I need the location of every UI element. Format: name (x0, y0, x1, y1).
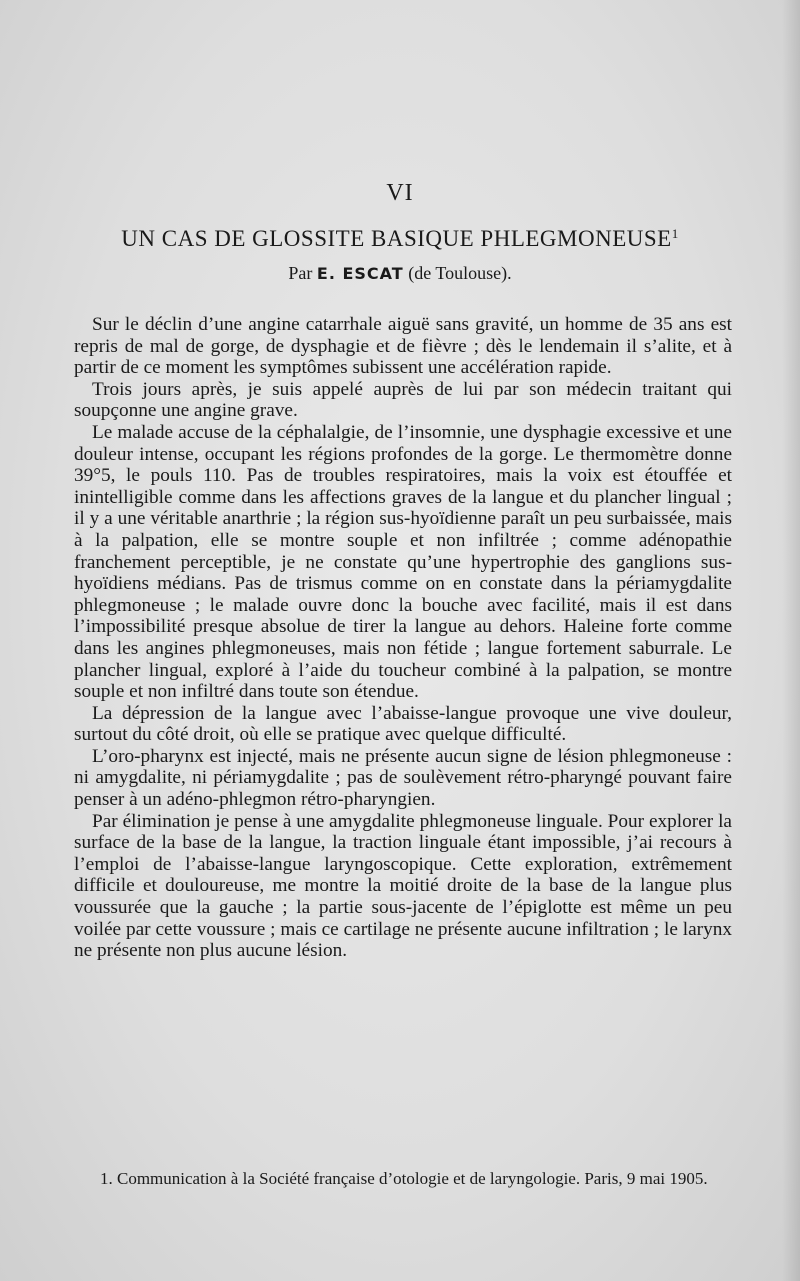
section-number: VI (386, 180, 414, 206)
paragraph: Sur le déclin d’une angine catarrhale aiguë sans gravité, un homme de 35 ans est repris de mal de gorge, de dysphagie et de fièvre ; dès le lendemain il s’alite, et à partir de ce moment les symptômes subissent une accélération rapide. (74, 314, 732, 379)
article-title (0, 226, 800, 252)
footnote-text: 1. Communication à la Société française d’otologie et de laryngologie. Paris, 9 mai 1905. (100, 1169, 708, 1188)
footnote (78, 1169, 738, 1189)
byline-prefix: Par (288, 263, 313, 283)
paragraph: L’oro-pharynx est injecté, mais ne présente aucun signe de lésion phlegmoneuse : ni amygdalite, ni périamygdalite ; pas de soulèvement rétro-pharyngé pouvant faire penser à un adéno-phlegmon rétro-pharyngien. (74, 745, 732, 811)
paragraph: Trois jours après, je suis appelé auprès de lui par son médecin traitant qui soupçonne une angine grave. (74, 378, 732, 422)
paragraph: La dépression de la langue avec l’abaisse-langue provoque une vive douleur, surtout du côté droit, où elle se pratique avec quelque difficulté. (74, 702, 732, 746)
paragraph: Le malade accuse de la céphalalgie, de l’insomnie, une dysphagie excessive et une douleur intense, occupant les régions profondes de la gorge. Le thermomètre donne 39°5, le pouls 110. Pas de troubles respiratoires, mais la voix est étouffée et inintelligible comme dans les affections graves de la langue et du plancher lingual ; il y a une véritable anarthrie ; la région sus-hyoïdienne paraît un peu surbaissée, mais à la palpation, elle se montre souple et non infiltrée ; comme adénopathie franchement perceptible, je ne constate qu’une hypertrophie des ganglions sus-hyoïdiens médians. Pas de trismus comme on en constate dans la périamygdalite phlegmoneuse ; le malade ouvre donc la bouche avec facilité, mais il est dans l’impossibilité presque absolue de tirer la langue au dehors. Haleine forte comme dans les angines phlegmoneuses, mais non fétide ; langue fortement saburrale. Le plancher lingual, exploré à l’aide du toucheur combiné à la palpation, se montre souple et non infiltré dans toute son étendue. (74, 421, 732, 703)
byline (0, 263, 800, 284)
article-title-text: UN CAS DE GLOSSITE BASIQUE PHLEGMONEUSE (121, 226, 672, 251)
article-body (74, 314, 732, 962)
paragraph: Par élimination je pense à une amygdalite phlegmoneuse linguale. Pour explorer la surface de la base de la langue, la traction linguale étant impossible, j’ai recours à l’emploi de l’abaisse-langue laryngoscopique. Cette exploration, extrêmement difficile et douloureuse, me montre la moitié droite de la base de la langue plus voussurée que la gauche ; la partie sous-jacente de l’épiglotte est même un peu voilée par cette voussure ; mais ce cartilage ne présente aucune infiltration ; le larynx ne présente non plus aucune lésion. (74, 810, 732, 962)
author-name: E. ESCAT (316, 264, 404, 283)
author-location: (de Toulouse). (408, 263, 512, 283)
footnote-marker: 1 (671, 226, 679, 241)
